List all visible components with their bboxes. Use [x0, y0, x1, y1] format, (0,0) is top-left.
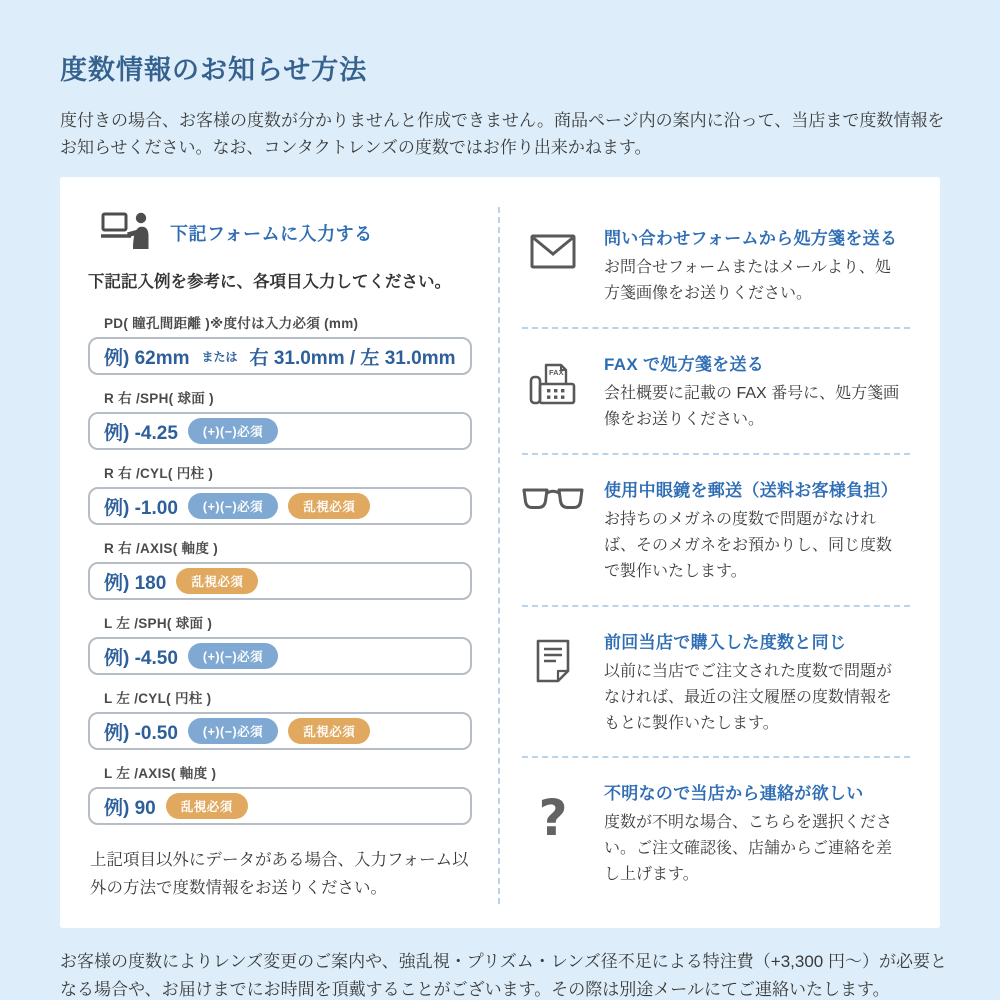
field-example-connector: または	[201, 349, 238, 364]
field-example-text: 例) 90	[104, 797, 156, 819]
method-title: 問い合わせフォームから処方箋を送る	[604, 229, 898, 249]
astigmatism-required-badge: 乱視必須	[176, 568, 258, 594]
field-example-box	[88, 412, 472, 450]
method-item	[522, 455, 910, 607]
method-title: 使用中眼鏡を郵送（送料お客様負担）	[604, 481, 899, 500]
method-body: お持ちのメガネの度数で問題がなければ、そのメガネをお預かりし、同じ度数で製作いたします。	[604, 511, 893, 580]
field-label: R 右 /SPH( 球面 )	[104, 391, 214, 407]
method-body: 会社概要に記載の FAX 番号に、処方箋画像をお送りください。	[604, 385, 900, 429]
form-field	[88, 537, 472, 600]
method-title: FAX で処方箋を送る	[604, 355, 765, 375]
guide-card	[60, 177, 940, 928]
form-field	[88, 312, 472, 375]
page-title: 度数情報のお知らせ方法	[60, 55, 368, 85]
method-title: 前回当店で購入した度数と同じ	[604, 632, 847, 652]
method-item	[522, 329, 910, 455]
form-section-heading: 下記フォームに入力する	[170, 223, 373, 244]
plus-minus-required-badge: (+)(−)必須	[188, 418, 278, 444]
footer-note: お客様の度数によりレンズ変更のご案内や、強乱視・プリズム・レンズ径不足による特注費（+3,300 円～）が必要となる場合や、お届けまでにお時間を頂戴することがございます。その際は別途メールにてご連絡いたします。	[60, 952, 947, 999]
field-example-text: 例) -4.50	[104, 647, 178, 669]
method-item	[522, 607, 910, 759]
method-body: 度数が不明な場合、こちらを選択ください。ご注文確認後、店舗からご連絡を差し上げます。	[604, 814, 893, 884]
field-example-box	[88, 562, 472, 600]
field-example-text: 例) -4.25	[104, 422, 178, 444]
fax-icon	[522, 350, 584, 433]
glasses-icon	[522, 476, 584, 585]
field-example-box	[88, 712, 472, 750]
form-field	[88, 762, 472, 825]
form-instruction: 下記記入例を参考に、各項目入力してください。	[88, 273, 451, 292]
field-label: PD( 瞳孔間距離 )※度付は入力必須 (mm)	[104, 316, 359, 332]
field-label: R 右 /AXIS( 軸度 )	[104, 541, 219, 557]
form-section-header	[88, 211, 472, 254]
method-item	[522, 203, 910, 329]
intro-text: 度付きの場合、お客様の度数が分かりませんと作成できません。商品ページ内の案内に沿って、当店まで度数情報をお知らせください。なお、コンタクトレンズの度数ではお作り出来かねます。	[60, 111, 945, 158]
field-label: L 左 /CYL( 円柱 )	[104, 691, 212, 707]
svg-text:FAX: FAX	[549, 368, 564, 378]
field-example-box	[88, 637, 472, 675]
form-field	[88, 612, 472, 675]
method-item	[522, 758, 910, 908]
form-field	[88, 387, 472, 450]
astigmatism-required-badge: 乱視必須	[288, 493, 370, 519]
plus-minus-required-badge: (+)(−)必須	[188, 643, 278, 669]
field-label: L 左 /AXIS( 軸度 )	[104, 766, 217, 782]
person-at-laptop-icon	[100, 211, 152, 254]
method-title: 不明なので当店から連絡が欲しい	[604, 784, 864, 804]
field-example-text-2: 右 31.0mm / 左 31.0mm	[249, 347, 456, 369]
field-example-text: 例) -0.50	[104, 722, 178, 744]
method-body: お問合せフォームまたはメールより、処方箋画像をお送りください。	[604, 259, 891, 303]
form-field	[88, 687, 472, 750]
form-fields-list	[88, 312, 472, 825]
plus-minus-required-badge: (+)(−)必須	[188, 493, 278, 519]
field-example-box	[88, 787, 472, 825]
astigmatism-required-badge: 乱視必須	[166, 793, 248, 819]
method-body: 以前に当店でご注文された度数で問題がなければ、最近の注文履歴の度数情報をもとに製作いたします。	[604, 662, 893, 732]
field-example-box	[88, 337, 472, 375]
field-label: L 左 /SPH( 球面 )	[104, 616, 213, 632]
form-input-section	[60, 203, 498, 908]
question-icon: ?	[538, 789, 568, 848]
field-example-text: 例) -1.00	[104, 497, 178, 519]
form-field	[88, 462, 472, 525]
send-methods-list	[500, 203, 940, 908]
envelope-icon	[522, 224, 584, 307]
document-icon	[522, 628, 584, 737]
field-example-box	[88, 487, 472, 525]
astigmatism-required-badge: 乱視必須	[288, 718, 370, 744]
plus-minus-required-badge: (+)(−)必須	[188, 718, 278, 744]
field-example-text: 例) 180	[104, 572, 167, 594]
form-note: 上記項目以外にデータがある場合、入力フォーム以外の方法で度数情報をお送りください。	[90, 851, 469, 897]
field-label: R 右 /CYL( 円柱 )	[104, 466, 214, 482]
field-example-text: 例) 62mm	[104, 347, 190, 369]
